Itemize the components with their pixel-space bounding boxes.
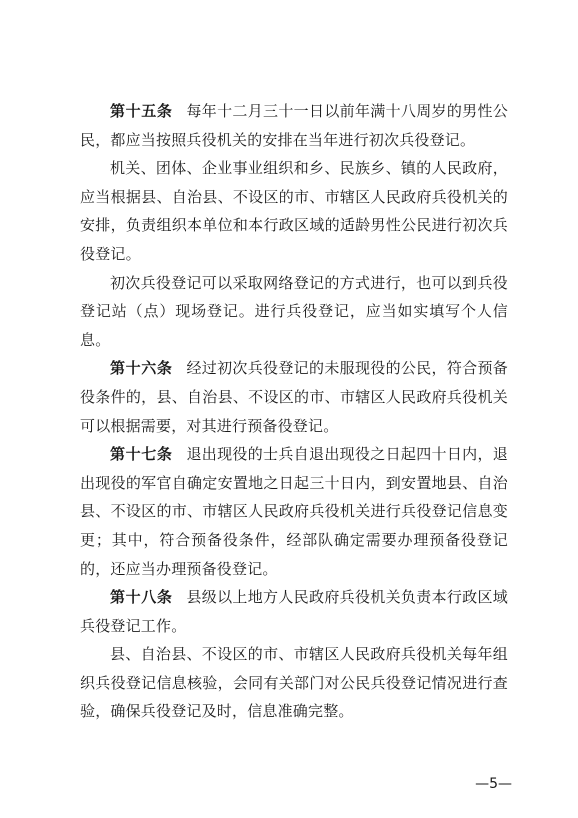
article-18-text-1: 县级以上地方人民政府兵役机关负责本行政区域兵役登记工作。 (80, 588, 508, 635)
article-16-paragraph-1 (80, 354, 508, 440)
page-number: —5— (475, 776, 512, 792)
article-16-text-1: 经过初次兵役登记的未服现役的公民，符合预备役条件的，县、自治县、不设区的市、市辖区人民政府兵役机关可以根据需要，对其进行预备役登记。 (80, 359, 508, 435)
article-15-paragraph-2: 机关、团体、企业事业组织和乡、民族乡、镇的人民政府，应当根据县、自治县、不设区的市、市辖区人民政府兵役机关的安排，负责组织本单位和本行政区域的适龄男性公民进行初次兵役登记。 (80, 159, 508, 263)
article-15-paragraph-3: 初次兵役登记可以采取网络登记的方式进行，也可以到兵役登记站（点）现场登记。进行兵役登记，应当如实填写个人信息。 (80, 273, 508, 349)
article-15-heading: 第十五条 (110, 102, 173, 120)
article-18-heading: 第十八条 (110, 588, 173, 607)
article-17-paragraph-1 (80, 440, 508, 583)
article-17-text-1: 退出现役的士兵自退出现役之日起四十日内，退出现役的军官自确定安置地之日起三十日内，到安置地县、自治县、不设区的市、市辖区人民政府兵役机关进行兵役登记信息变更；其中，符合预备役条件，经部队确定需要办理预备役登记的，还应当办理预备役登记。 (80, 445, 508, 578)
article-15-paragraph-1 (80, 97, 508, 154)
article-16-heading: 第十六条 (110, 359, 173, 378)
article-15-text-1: 每年十二月三十一日以前年满十八周岁的男性公民，都应当按照兵役机关的安排在当年进行初次兵役登记。 (80, 102, 508, 149)
article-17-heading: 第十七条 (110, 445, 173, 464)
document-body (80, 97, 508, 726)
article-18-paragraph-2: 县、自治县、不设区的市、市辖区人民政府兵役机关每年组织兵役登记信息核验，会同有关部门对公民兵役登记情况进行查验，确保兵役登记及时，信息准确完整。 (80, 645, 508, 721)
article-18-paragraph-1 (80, 583, 508, 640)
